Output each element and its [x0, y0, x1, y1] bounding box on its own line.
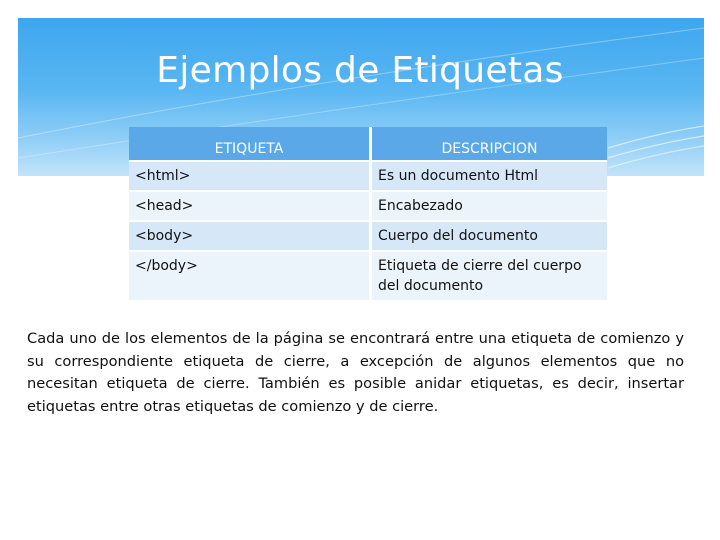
tag-cell: </body> — [129, 250, 372, 300]
tag-cell: <body> — [129, 220, 372, 250]
body-paragraph: Cada uno de los elementos de la página se encontrará entre una etiqueta de comienzo y su correspondiente etiqueta de cierre, a excepción de algunos elementos que no necesitan etiqueta de cierre. También es posible anidar etiquetas, es decir, insertar etiquetas entre otras etiquetas de comienzo y de cierre. — [27, 330, 684, 415]
table-row — [129, 160, 607, 190]
column-header-etiqueta: ETIQUETA — [129, 127, 372, 160]
description-cell: Encabezado — [372, 190, 607, 220]
tag-cell: <head> — [129, 190, 372, 220]
table-header-row — [129, 127, 607, 160]
table-row — [129, 220, 607, 250]
tag-table — [129, 127, 607, 300]
description-cell: Etiqueta de cierre del cuerpo del documento — [372, 250, 607, 300]
table-row — [129, 250, 607, 300]
tag-cell: <html> — [129, 160, 372, 190]
slide-title: Ejemplos de Etiquetas — [156, 50, 564, 91]
table-row — [129, 190, 607, 220]
description-cell: Es un documento Html — [372, 160, 607, 190]
description-cell: Cuerpo del documento — [372, 220, 607, 250]
column-header-descripcion: DESCRIPCION — [372, 127, 607, 160]
